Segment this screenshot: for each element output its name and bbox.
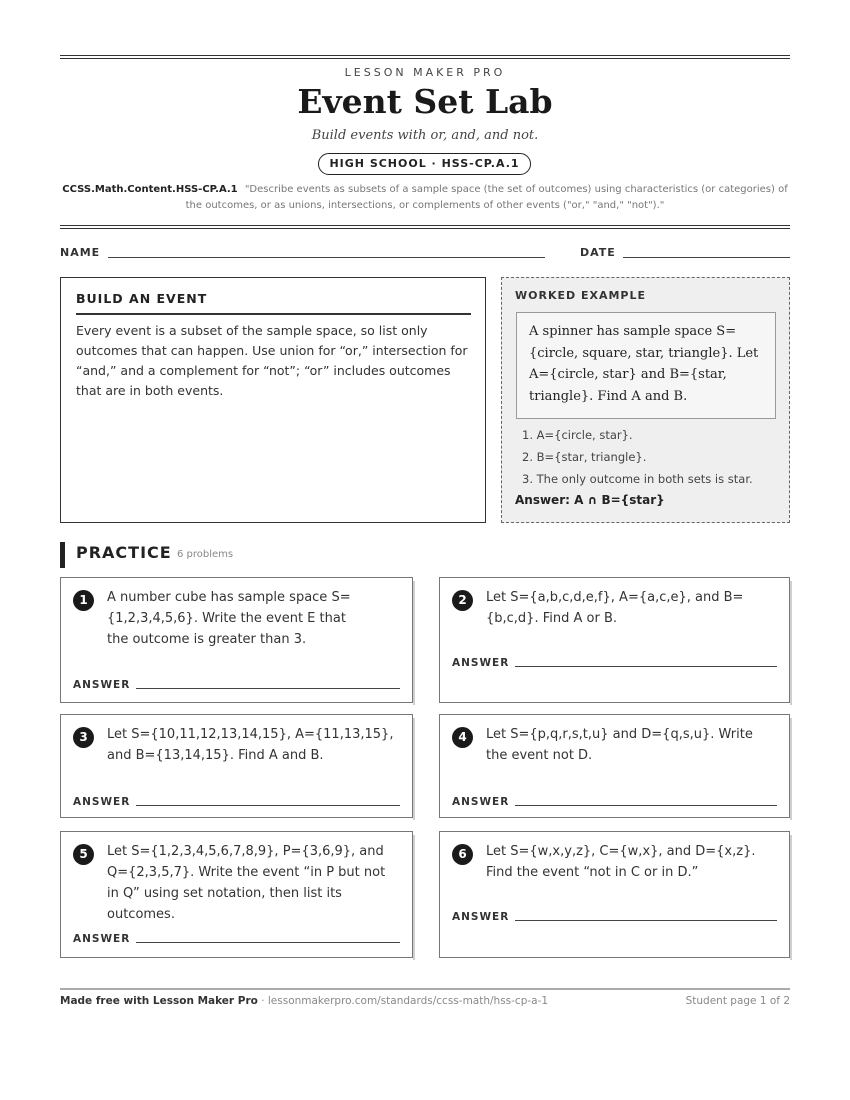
- name-field[interactable]: [108, 257, 545, 258]
- worked-example-box: [501, 277, 790, 523]
- footer-url[interactable]: · lessonmakerpro.com/standards/ccss-math/hss-cp-a-1: [257, 995, 549, 1007]
- build-body: Every event is a subset of the sample space, so list only outcomes that can happen. Use union for “or,” intersection for “and,” and a complement for “not”; “or” includes outcomes that are in both events.: [76, 323, 468, 398]
- problem-text: A number cube has sample space S={1,2,3,4,5,6}. Write the event E that the outcome is greater than 3.: [107, 590, 351, 647]
- worked-step: 1. A={circle, star}.: [522, 428, 633, 442]
- problem-number: 2: [452, 590, 473, 611]
- problem-text: Let S={a,b,c,d,e,f}, A={a,c,e}, and B={b,c,d}. Find A or B.: [486, 590, 744, 626]
- footer-credit: [60, 995, 548, 1007]
- date-label: DATE: [580, 246, 616, 259]
- practice-accent-bar: [60, 542, 65, 568]
- problem-text: Let S={w,x,y,z}, C={w,x}, and D={x,z}. Find the event “not in C or in D.”: [486, 844, 756, 880]
- answer-label: ANSWER: [452, 657, 510, 669]
- problem-text: Let S={1,2,3,4,5,6,7,8,9}, P={3,6,9}, and Q={2,3,5,7}. Write the event “in P but not in Q” using set notation, then list its outcomes.: [107, 844, 386, 922]
- answer-field[interactable]: [515, 920, 777, 921]
- footer-page-number: Student page 1 of 2: [685, 995, 790, 1007]
- answer-field[interactable]: [136, 805, 400, 806]
- worked-problem: A spinner has sample space S={circle, square, star, triangle}. Let A={circle, star} and B={star, triangle}. Find A and B.: [516, 312, 776, 419]
- problem-card-5: [60, 831, 413, 958]
- answer-label: ANSWER: [452, 911, 510, 923]
- standard-code: CCSS.Math.Content.HSS-CP.A.1: [62, 184, 238, 195]
- problem-text: Let S={10,11,12,13,14,15}, A={11,13,15}, and B={13,14,15}. Find A and B.: [107, 727, 394, 763]
- problem-number: 4: [452, 727, 473, 748]
- grade-standard-badge: HIGH SCHOOL · HSS-CP.A.1: [318, 153, 531, 175]
- problem-card-3: [60, 714, 413, 818]
- answer-label: ANSWER: [452, 796, 510, 808]
- worked-step: 2. B={star, triangle}.: [522, 450, 647, 464]
- footer-made-with: Made free with Lesson Maker Pro: [60, 995, 258, 1007]
- problem-text: Let S={p,q,r,s,t,u} and D={q,s,u}. Write the event not D.: [486, 727, 753, 763]
- problem-card-1: [60, 577, 413, 703]
- worked-steps: [522, 424, 784, 490]
- page-subtitle: Build events with or, and, and not.: [311, 128, 539, 143]
- answer-label: ANSWER: [73, 796, 131, 808]
- name-label: NAME: [60, 246, 101, 259]
- problem-card-6: [439, 831, 790, 958]
- problem-number: 3: [73, 727, 94, 748]
- standard-description: [60, 182, 790, 214]
- problem-number: 6: [452, 844, 473, 865]
- header-bottom-double-rule: [60, 225, 790, 226]
- worked-title: WORKED EXAMPLE: [515, 289, 646, 302]
- problem-number: 5: [73, 844, 94, 865]
- worksheet-page: [60, 0, 790, 1100]
- page-title: Event Set Lab: [297, 82, 553, 121]
- footer-rule: [60, 988, 790, 990]
- answer-label: ANSWER: [73, 933, 131, 945]
- answer-field[interactable]: [515, 666, 777, 667]
- practice-title: PRACTICE: [76, 543, 172, 562]
- answer-field[interactable]: [136, 688, 400, 689]
- problem-card-2: [439, 577, 790, 703]
- answer-field[interactable]: [515, 805, 777, 806]
- worked-step: 3. The only outcome in both sets is star.: [522, 472, 753, 486]
- problem-card-4: [439, 714, 790, 818]
- build-title-rule: [76, 313, 471, 315]
- worked-answer: Answer: A ∩ B={star}: [515, 493, 665, 507]
- build-an-event-box: [60, 277, 486, 523]
- top-double-rule: [60, 55, 790, 56]
- answer-label: ANSWER: [73, 679, 131, 691]
- problem-number: 1: [73, 590, 94, 611]
- standard-text: "Describe events as subsets of a sample space (the set of outcomes) using characteristics (or categories) of the outcomes, or as unions, intersections, or complements of other events ("or," "and," "not").": [185, 184, 788, 211]
- date-field[interactable]: [623, 257, 790, 258]
- answer-field[interactable]: [136, 942, 400, 943]
- practice-count: 6 problems: [177, 549, 234, 560]
- brand-name: LESSON MAKER PRO: [344, 66, 506, 79]
- build-title: BUILD AN EVENT: [76, 291, 208, 306]
